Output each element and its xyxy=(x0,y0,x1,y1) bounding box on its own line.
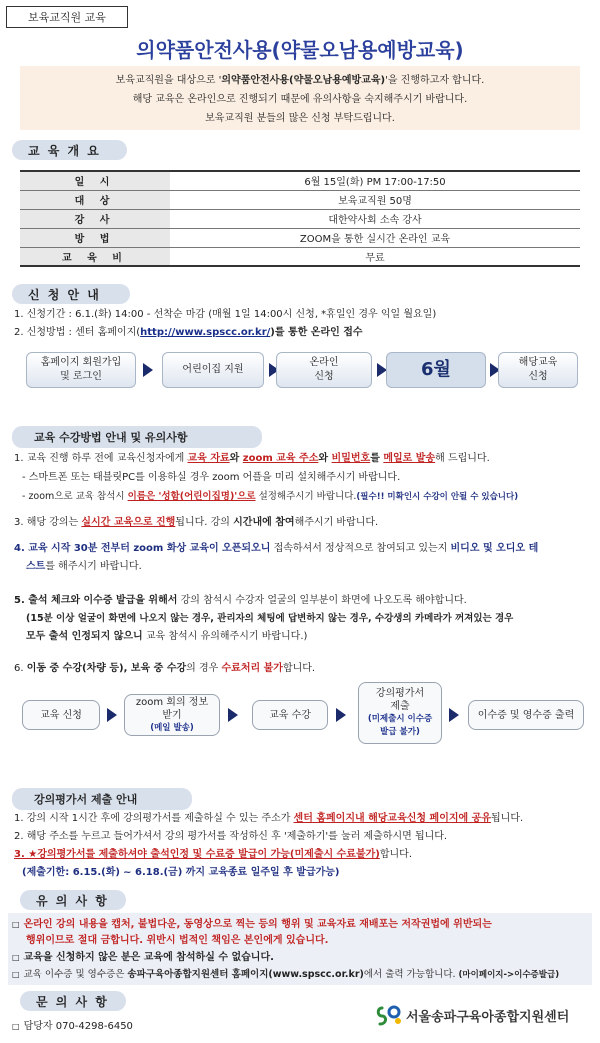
text: 교육을 신청하지 않은 분은 교육에 참석하실 수 없습니다. xyxy=(23,952,274,963)
flow-evaluation xyxy=(358,682,442,744)
eval-item-1 xyxy=(14,812,523,826)
overview-table xyxy=(20,170,580,267)
text: 와 xyxy=(318,453,332,464)
table-row xyxy=(20,190,580,209)
text: zoom 교육 주소 xyxy=(242,453,319,464)
text: 1. 강의 시작 1시간 후에 강의평가서를 제출하실 수 있는 주소가 xyxy=(14,813,294,824)
method-item-5 xyxy=(14,594,467,608)
text: 교육 수강 xyxy=(269,709,311,721)
text: 됩니다. xyxy=(491,813,524,824)
logo-mark-icon xyxy=(376,1004,402,1026)
row-value: 대한약사회 소속 강사 xyxy=(170,209,580,228)
row-label: 대 상 xyxy=(20,190,170,209)
text: zoom 회의 정보 받기 xyxy=(135,696,209,721)
arrow-right-icon xyxy=(336,708,346,722)
apply-item-1: 1. 신청기간 : 6.1.(화) 14:00 - 선착순 마감 (매월 1일 14:00시 신청, *휴일인 경우 익일 월요일) xyxy=(14,309,437,320)
text: 4. 교육 시작 30분 전부터 zoom 화상 교육이 오픈되오니 xyxy=(14,543,271,554)
text: 비밀번호 xyxy=(331,453,371,464)
flow-zoom-info xyxy=(124,694,220,736)
row-value: 보육교직원 50명 xyxy=(170,190,580,209)
method-heading: 교육 수강방법 안내 및 유의사항 xyxy=(12,426,262,448)
text: (미제출시 이수증 발급 불가) xyxy=(367,714,433,737)
text: 강의평가서 제출 xyxy=(375,688,425,712)
text: - zoom으로 교육 참석시 xyxy=(22,491,128,502)
text: 교육 참석시 유의해주시기 바랍니다.) xyxy=(142,631,308,642)
text: 비디오 및 오디오 테 xyxy=(450,543,539,554)
evaluation-heading: 강의평가서 제출 안내 xyxy=(12,788,192,810)
note-item-2 xyxy=(12,951,274,965)
flow-step-signup: 홈페이지 회원가입 및 로그인 xyxy=(26,352,136,388)
flow-step-course: 해당교육 신청 xyxy=(498,352,578,388)
text: 실시간 교육으로 진행 xyxy=(81,517,176,528)
contact-heading: 문 의 사 항 xyxy=(20,991,126,1011)
table-row xyxy=(20,247,580,266)
apply-heading: 신 청 안 내 xyxy=(12,284,130,304)
contact-line xyxy=(12,1020,133,1034)
arrow-right-icon xyxy=(449,708,459,722)
method-item-3 xyxy=(14,516,378,530)
method-item-1 xyxy=(14,452,490,466)
eval-item-2: 2. 해당 주소를 누르고 들어가셔서 강의 평가서를 작성하신 후 '제출하기'를 눌러 제출하시면 됩니다. xyxy=(14,831,448,842)
method-item-4 xyxy=(14,542,538,556)
intro-box xyxy=(20,66,580,130)
text: 강의 참석시 수강자 얼굴의 일부분이 화면에 나오도록 해야합니다. xyxy=(177,595,467,606)
flow-certificate xyxy=(468,700,584,730)
text: 설정해주시기 바랍니다. xyxy=(255,491,357,502)
table-row xyxy=(20,209,580,228)
intro-line-1-post: '을 진행하고자 합니다. xyxy=(385,75,485,86)
method-item-1-sub1: - 스마트폰 또는 태블릿PC를 이용하실 경우 zoom 어플을 미리 설치해주시기 바랍니다. xyxy=(22,472,401,483)
intro-line-2: 해당 교육은 온라인으로 진행되기 때문에 유의사항을 숙지해주시기 바랍니다. xyxy=(132,94,468,105)
text: 에서 출력 가능합니다. xyxy=(363,969,459,980)
text: 됩니다. 강의 xyxy=(175,517,234,528)
text: 송파구육아종합지원센터 홈페이지(www.spscc.or.kr) xyxy=(127,969,364,980)
text: 교육 이수증 및 영수증은 xyxy=(23,969,128,980)
text: 이동 중 수강(차량 등), 보육 중 수강 xyxy=(26,663,187,674)
note-item-1-cont xyxy=(26,934,328,948)
flow-apply xyxy=(22,700,100,730)
intro-line-3: 보육교직원 분들의 많은 신청 부탁드립니다. xyxy=(205,113,395,124)
flow-attend xyxy=(252,700,328,730)
text: (제출기한: 6.15.(화) xyxy=(22,867,120,878)
text: 온라인 강의 내용을 캡처, 불법다운, 동영상으로 찍는 등의 행위 및 교육자료 재배포는 저작권법에 위반되는 xyxy=(23,919,492,930)
text: 를 해주시기 바랍니다. xyxy=(45,561,142,572)
text: 교육 자료 xyxy=(187,453,230,464)
method-item-1-sub2 xyxy=(22,490,518,504)
row-value: ZOOM을 통한 실시간 온라인 교육 xyxy=(170,228,580,247)
arrow-right-icon xyxy=(143,363,153,377)
row-label: 일 시 xyxy=(20,171,170,190)
text: (필수!! 미확인시 수강이 안될 수 있습니다) xyxy=(356,492,519,502)
homepage-link[interactable]: http://www.spscc.or.kr/ xyxy=(140,327,271,338)
overview-heading: 교 육 개 요 xyxy=(12,140,127,160)
flow-step-month: 6월 xyxy=(386,352,486,388)
method-item-6 xyxy=(14,662,315,676)
text: 모두 출석 인정되지 않으니 xyxy=(26,631,143,642)
text: 스트 xyxy=(26,561,46,572)
apply-item-2-post: )를 통한 온라인 접수 xyxy=(270,327,363,338)
center-logo xyxy=(376,1004,569,1026)
bullet-icon: □ xyxy=(12,1022,20,1031)
text: ~ 6.18.(금) 까지 교육종료 일주일 후 발급가능) xyxy=(123,867,340,878)
text: (메일 발송) xyxy=(150,722,194,733)
text: (마이페이지->이수증발급) xyxy=(458,970,560,980)
flow-step-daycare: 어린이집 지원 xyxy=(162,352,264,388)
method-item-5-cont2 xyxy=(26,630,307,644)
bullet-icon: □ xyxy=(12,970,20,979)
text: 합니다. xyxy=(282,663,316,674)
flow-step-online: 온라인 신청 xyxy=(276,352,372,388)
bullet-icon: □ xyxy=(12,920,20,929)
text: 의 경우 xyxy=(186,663,222,674)
text: 이수증 및 영수증 출력 xyxy=(477,709,575,721)
row-label: 강 사 xyxy=(20,209,170,228)
text: 수료처리 불가 xyxy=(221,663,283,674)
text: 와 xyxy=(229,453,243,464)
arrow-right-icon xyxy=(107,708,117,722)
arrow-right-icon xyxy=(228,708,238,722)
intro-line-1-bold: 의약품안전사용(약물오남용예방교육) xyxy=(221,75,386,86)
logo-text: 서울송파구육아종합지원센터 xyxy=(406,1009,570,1025)
text: 1. 교육 진행 하루 전에 교육신청자에게 xyxy=(14,453,188,464)
page-title: 의약품안전사용(약물오남용예방교육) xyxy=(136,38,464,62)
bullet-icon: □ xyxy=(12,953,20,962)
note-item-3 xyxy=(12,968,559,982)
text: 담당자 070-4298-6450 xyxy=(23,1021,133,1032)
apply-item-2-pre: 2. 신청방법 : 센터 홈페이지( xyxy=(14,327,141,338)
table-row xyxy=(20,228,580,247)
text: 3. 해당 강의는 xyxy=(14,517,82,528)
eval-item-3 xyxy=(14,848,412,862)
apply-item-2 xyxy=(14,326,363,340)
text: 해 드립니다. xyxy=(435,453,490,464)
text: 교육 신청 xyxy=(40,709,82,721)
text: 5. 출석 체크와 이수증 발급을 위해서 xyxy=(14,595,178,606)
note-item-1 xyxy=(12,918,492,932)
text: 접속하셔서 정상적으로 참여되고 있는지 xyxy=(270,543,451,554)
text: 행위이므로 절대 금합니다. 위반시 법적인 책임은 본인에게 있습니다. xyxy=(26,935,329,946)
method-item-4-cont xyxy=(26,560,142,574)
text: 해주시기 바랍니다. xyxy=(294,517,379,528)
table-row xyxy=(20,171,580,190)
method-item-5-cont1 xyxy=(26,612,513,626)
intro-line-1-pre: 보육교직원을 대상으로 ' xyxy=(115,75,222,86)
header-tag: 보육교직원 교육 xyxy=(6,6,128,28)
text: 시간내에 참여 xyxy=(233,517,295,528)
text: 3. ★강의평가서를 제출하셔야 출석인정 및 수료증 발급이 가능(미제출시 수료불가) xyxy=(14,849,380,860)
notes-heading: 유 의 사 항 xyxy=(20,890,126,910)
text: 메일로 발송 xyxy=(383,453,436,464)
text: 합니다. xyxy=(379,849,413,860)
row-label: 방 법 xyxy=(20,228,170,247)
row-value: 6월 15일(화) PM 17:00-17:50 xyxy=(170,171,580,190)
row-value: 무료 xyxy=(170,247,580,266)
text: 이름은 '성함(어린이집명)'으로 xyxy=(127,491,256,502)
text: 센터 홈페이지내 해당교육신청 페이지에 공유 xyxy=(293,813,491,824)
text: (15분 이상 얼굴이 화면에 나오지 않는 경우, 관리자의 체팅에 답변하지 않는 경우, 수강생의 카메라가 꺼져있는 경우 xyxy=(26,613,514,624)
eval-deadline xyxy=(22,866,340,880)
text: 6. xyxy=(14,663,27,674)
row-label: 교 육 비 xyxy=(20,247,170,266)
intro-line-1 xyxy=(20,71,580,90)
text: 를 xyxy=(370,453,384,464)
